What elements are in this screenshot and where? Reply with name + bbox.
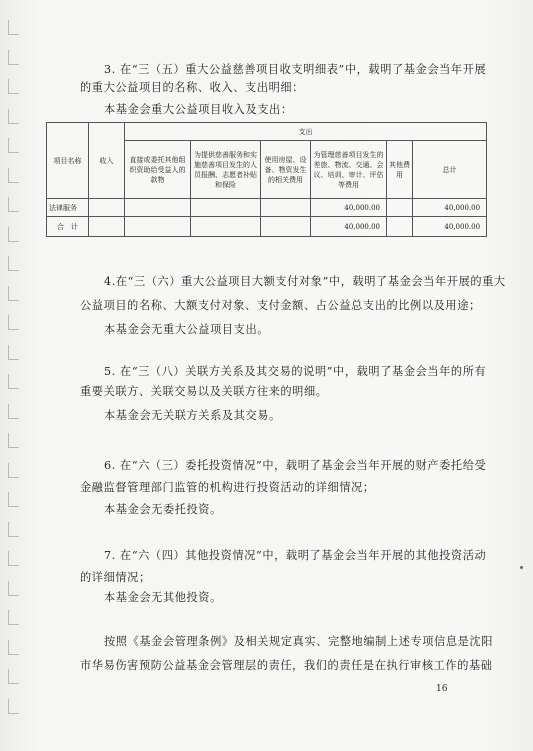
row-income: [89, 199, 125, 217]
binding-tick: [8, 227, 19, 242]
binding-tick: [8, 256, 19, 271]
paragraph-6-line-2: 金融监督管理部门监管的机构进行投资活动的详细情况；: [80, 481, 375, 494]
row-c2: [191, 199, 261, 217]
row-c1: [125, 217, 191, 237]
binding-tick: [8, 669, 19, 684]
binding-tick: [8, 463, 19, 478]
project-income-expense-table: [46, 122, 487, 237]
binding-tick: [8, 20, 19, 35]
row-name: 合 计: [47, 217, 89, 237]
binding-tick: [8, 79, 19, 94]
table-row: [47, 217, 487, 237]
header-expense: 支出: [125, 123, 487, 141]
binding-tick: [8, 374, 19, 389]
binding-tick: [8, 109, 19, 124]
binding-tick: [8, 345, 19, 360]
binding-tick: [8, 492, 19, 507]
header-total: 总计: [413, 141, 487, 199]
paragraph-7-line-3: 本基金会无其他投资。: [104, 591, 222, 604]
row-total: 40,000.00: [413, 199, 487, 217]
binding-tick: [8, 50, 19, 65]
page-number: 16: [436, 684, 448, 694]
binding-tick: [8, 433, 19, 448]
binding-tick: [8, 286, 19, 301]
binding-tick: [8, 315, 19, 330]
paragraph-8-line-2: 市华易伤害预防公益基金会管理层的责任，我们的责任是在执行审核工作的基础: [80, 659, 493, 672]
binding-tick: [8, 168, 19, 183]
paragraph-3-line-3: 本基金会重大公益项目收入及支出：: [104, 103, 293, 116]
binding-tick: [8, 522, 19, 537]
header-other-costs: 其他费用: [387, 141, 413, 199]
table-row: [47, 199, 487, 217]
header-project-name: 项目名称: [47, 123, 89, 199]
row-total: 40,000.00: [413, 217, 487, 237]
paragraph-4-line-3: 本基金会无重大公益项目支出。: [104, 323, 270, 336]
row-income: [89, 217, 125, 237]
binding-tick: [8, 197, 19, 212]
binding-tick: [8, 581, 19, 596]
header-income: 收入: [89, 123, 125, 199]
header-management-costs: 为管理慈善项目发生的差旅、物流、交通、会议、培训、审计、评估等费用: [311, 141, 387, 199]
paragraph-5-line-3: 本基金会无关联方关系及其交易。: [104, 409, 281, 422]
header-facility-costs: 使用房屋、设备、物资发生的相关费用: [261, 141, 311, 199]
binding-tick: [8, 640, 19, 655]
row-c5: [387, 217, 413, 237]
binding-tick: [8, 551, 19, 566]
paragraph-5-line-2: 重要关联方、关联交易以及关联方往来的明细。: [80, 385, 328, 398]
paragraph-7-line-2: 的详细情况；: [80, 571, 151, 584]
binding-margin: [8, 20, 22, 740]
paragraph-4-line-2: 公益项目的名称、大额支付对象、支付金额、占公益总支出的比例以及用途；: [80, 299, 481, 312]
paragraph-3-line-2: 的重大公益项目的名称、收入、支出明细：: [80, 81, 304, 94]
row-c1: [125, 199, 191, 217]
row-c3: [261, 199, 311, 217]
header-direct-funding: 直接或委托其他组织资助给受益人的款物: [125, 141, 191, 199]
paragraph-6-line-3: 本基金会无委托投资。: [104, 503, 222, 516]
row-c2: [191, 217, 261, 237]
paragraph-4-line-1: 4.在“三（六）重大公益项目大额支付对象”中，载明了基金会当年开展的重大: [104, 275, 506, 288]
speck: [520, 566, 523, 569]
paragraph-7-line-1: 7. 在“六（四）其他投资情况”中，载明了基金会当年开展的其他投资活动: [104, 549, 487, 562]
row-c5: [387, 199, 413, 217]
binding-tick: [8, 699, 19, 714]
binding-tick: [8, 610, 19, 625]
header-personnel-costs: 为提供慈善服务和实施慈善项目发生的人员报酬、志愿者补贴和保险: [191, 141, 261, 199]
row-name: 法律服务: [47, 199, 89, 217]
binding-tick: [8, 404, 19, 419]
paragraph-3-line-1: 3. 在“三（五）重大公益慈善项目收支明细表”中，载明了基金会当年开展: [104, 63, 487, 76]
binding-tick: [8, 138, 19, 153]
paragraph-5-line-1: 5. 在“三（八）关联方关系及其交易的说明”中，载明了基金会当年的所有: [104, 365, 487, 378]
row-c3: [261, 217, 311, 237]
row-c4: 40,000.00: [311, 217, 387, 237]
paragraph-8-line-1: 按照《基金会管理条例》及相关规定真实、完整地编制上述专项信息是沈阳: [104, 635, 493, 648]
paragraph-6-line-1: 6. 在“六（三）委托投资情况”中，载明了基金会当年开展的财产委托给受: [104, 459, 487, 472]
row-c4: 40,000.00: [311, 199, 387, 217]
